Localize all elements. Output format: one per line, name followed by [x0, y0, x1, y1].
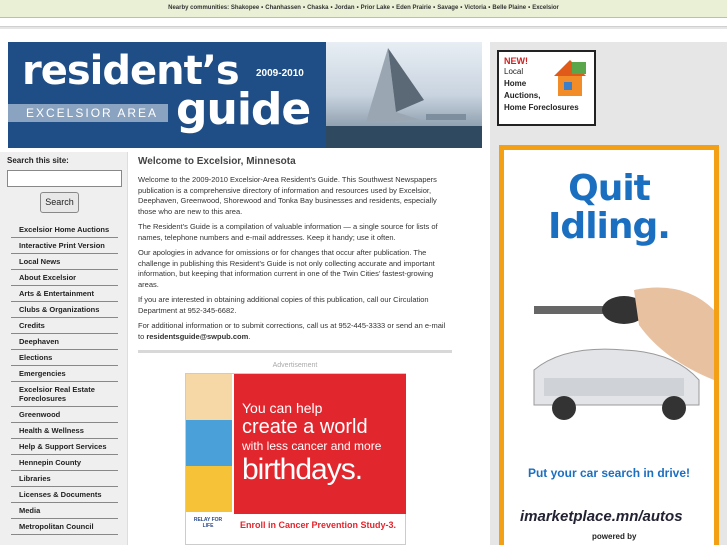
community-link[interactable]: Eden Prairie [396, 5, 432, 11]
ad-yellow-block [186, 466, 232, 512]
compilation-paragraph: The Resident’s Guide is a compilation of valuable information — a single source for lists of names, telephone numbers and e-mail addresses. Keep it handy; use it often. [138, 222, 438, 242]
sidebar-nav-item[interactable]: Emergencies [11, 366, 118, 382]
copies-paragraph: If you are interested in obtaining additional copies of this publication, call our Circulation Department at 952-345-6682. [138, 295, 429, 315]
sidebar-nav-item[interactable]: Libraries [11, 471, 118, 487]
ad-cta: Put your car search in drive! [527, 466, 691, 480]
relay-for-life-logo: RELAY FOR LIFE [193, 517, 223, 529]
separator: • [488, 5, 491, 11]
separator: • [302, 5, 306, 11]
community-link[interactable]: Savage [437, 5, 459, 11]
sidebar-nav-item[interactable]: Credits [11, 318, 118, 334]
separator: • [356, 5, 359, 11]
sidebar-nav [11, 222, 118, 535]
community-link[interactable]: Excelsior [532, 5, 559, 11]
sidebar-nav-item[interactable]: Media [11, 503, 118, 519]
promo-new: NEW! [504, 56, 528, 66]
promo-line4: Home Foreclosures [504, 103, 579, 112]
main-content [138, 152, 452, 357]
advertisement-label: Advertisement [272, 362, 318, 369]
sidebar-nav-item[interactable]: Deephaven [11, 334, 118, 350]
separator: • [460, 5, 463, 11]
separator: • [433, 5, 436, 11]
community-link[interactable]: Victoria [464, 5, 487, 11]
nearby-communities-bar [0, 0, 727, 18]
contact-suffix: . [248, 331, 251, 341]
banner-title-line2: guide [176, 84, 311, 135]
community-link[interactable]: Chanhassen [265, 5, 301, 11]
ad-headline-line1: Quit [568, 168, 650, 209]
nearby-label: Nearby communities: [168, 5, 230, 11]
contact-paragraph [138, 321, 452, 342]
ad-headline [504, 170, 714, 246]
promo-line2: Home [504, 79, 527, 88]
community-link[interactable]: Chaska [307, 5, 329, 11]
ad-red-panel [234, 374, 406, 514]
promo-line3: Auctions, [504, 91, 541, 100]
ad-powered-by: powered by [592, 532, 637, 541]
promo-line1: Local [504, 67, 524, 76]
sidebar-nav-item[interactable]: Elections [11, 350, 118, 366]
residents-guide-banner[interactable] [8, 42, 482, 148]
sidebar-nav-item[interactable]: About Excelsior [11, 270, 118, 286]
page-title: Welcome to Excelsior, Minnesota [138, 156, 296, 167]
sidebar [0, 152, 128, 545]
home-auctions-promo[interactable] [497, 50, 596, 126]
apologies-paragraph: Our apologies in advance for omissions or for changes that occur after publication. The challenge in publishing this Resident’s Guide is not only collecting accurate and important information, but keeping that information current in one of the Twin Cities’ fastest-growing areas. [138, 248, 435, 289]
ad-line4: birthdays. [242, 453, 363, 486]
community-link[interactable]: Belle Plaine [492, 5, 527, 11]
sidebar-nav-item[interactable]: Hennepin County [11, 455, 118, 471]
ad-headline-line2: Idling. [548, 206, 670, 247]
intro-paragraph: Welcome to the 2009-2010 Excelsior-Area Resident’s Guide. This Southwest Newspapers publication is a comprehensive directory of information and resources used by Excelsior, Deephaven, Greenwood, Shorewood and Tonka Bay businesses and residents, especially those who are new to this area. [138, 175, 437, 216]
sidebar-nav-item[interactable]: Arts & Entertainment [11, 286, 118, 302]
community-link[interactable]: Prior Lake [360, 5, 391, 11]
car-search-ad[interactable] [499, 145, 719, 545]
search-button[interactable]: Search [40, 192, 79, 213]
sidebar-nav-item[interactable]: Licenses & Documents [11, 487, 118, 503]
sidebar-nav-item[interactable]: Excelsior Real Estate Foreclosures [11, 382, 118, 407]
house-icon [550, 56, 590, 100]
sidebar-nav-item[interactable]: Health & Wellness [11, 423, 118, 439]
sidebar-nav-item[interactable]: Interactive Print Version [11, 238, 118, 254]
ad-image-blocks [186, 374, 232, 514]
ad-brand: imarketplace.mn/autos [520, 508, 683, 525]
banner-sculpture-photo [326, 42, 482, 148]
separator: • [261, 5, 264, 11]
car-key-hand-image [504, 270, 714, 460]
community-link[interactable]: Jordan [334, 5, 355, 11]
separator: • [330, 5, 333, 11]
sidebar-nav-item[interactable]: Local News [11, 254, 118, 270]
search-label: Search this site: [7, 156, 69, 165]
sidebar-nav-item[interactable]: Greenwood [11, 407, 118, 423]
search-input[interactable] [7, 170, 122, 187]
contact-text: For additional information or to submit corrections, call us at 952-445-3333 or send an e-mail to [138, 321, 446, 341]
email-link[interactable]: residentsguide@swpub.com [146, 331, 249, 341]
ad-photo-block [186, 374, 232, 420]
separator: • [392, 5, 395, 11]
banner-area: EXCELSIOR AREA [8, 104, 168, 122]
ad-line1: You can help [242, 400, 323, 416]
separator: • [528, 5, 531, 11]
community-link[interactable]: Shakopee [230, 5, 260, 11]
sidebar-nav-item[interactable]: Metropolitan Council [11, 519, 118, 535]
sidebar-nav-item[interactable]: Help & Support Services [11, 439, 118, 455]
ad-blue-block [186, 420, 232, 466]
ad-line3: with less cancer and more [242, 439, 382, 453]
sidebar-nav-item[interactable]: Clubs & Organizations [11, 302, 118, 318]
ad-enroll: Enroll in Cancer Prevention Study-3. [240, 520, 397, 530]
ad-line2: create a world [242, 416, 368, 438]
banner-title-line1: resident’s [22, 48, 239, 94]
sidebar-nav-item[interactable]: Excelsior Home Auctions [11, 222, 118, 238]
content-divider [138, 350, 452, 353]
cancer-prevention-ad[interactable] [185, 373, 406, 545]
divider [0, 26, 727, 29]
banner-years: 2009-2010 [256, 68, 304, 79]
